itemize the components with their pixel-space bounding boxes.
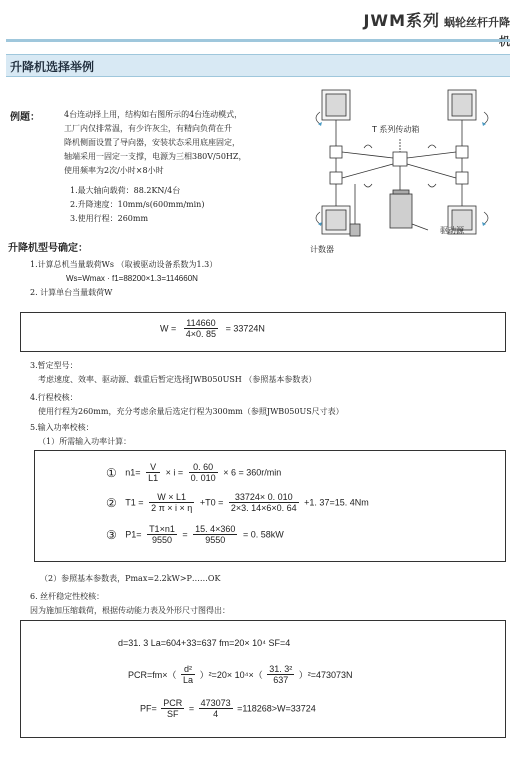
formula-pf-fraction-a [161,698,184,719]
example-line: 使用频率为2次/小时×8小时 [64,166,164,175]
step6-title: 6. 丝杆稳定性校核： [30,592,105,601]
fraction-denominator: SF [167,709,179,719]
formula-pf [140,698,316,719]
step4-title: 4.行程校核： [30,393,78,402]
formula-n1 [106,462,281,483]
fraction-numerator: 31. 3² [269,664,293,674]
formula-p1-mark: ③ [106,527,117,542]
step1-formula: Ws=Wmax · f1=88200×1.3=114660N [66,274,198,283]
formula-w-denominator: 4×0. 85 [185,329,217,339]
step5-sub: （1）所需输入功率计算： [38,437,132,446]
formula-n1-fraction-a [146,462,160,483]
counter-device [350,224,360,236]
step3-title: 3.暂定型号： [30,361,78,370]
fraction-numerator: PCR [163,698,183,708]
formula-n1-mid: × i = [165,467,184,478]
model-title: 升降机型号确定： [8,243,88,254]
formula-n1-mark: ① [106,465,117,480]
example-line: 工厂内仅排常温，有少许灰尘，有精向负荷在升 [64,124,232,133]
formula-p1-mid: = [182,529,188,540]
example-line: 轴端采用一固定一支撑，电源为三相380V/50HZ， [64,152,247,161]
example-text [64,108,284,178]
formula-t1-rhs: +1. 37=15. 4Nm [304,497,369,508]
fraction-numerator: W × L1 [149,492,194,503]
formula-pcr-fraction-a [181,664,195,685]
formula-w-lhs: W = [160,323,177,334]
header-title [360,8,510,49]
param-load: 1.最大轴向载荷：88.2KN/4台 [70,186,181,195]
fraction-denominator: 0. 010 [190,473,216,483]
fraction-numerator: 0. 60 [189,462,218,473]
fraction-denominator: 2 π × i × η [151,503,193,513]
example-label: 例题： [10,112,40,123]
formula-n1-fraction-b [189,462,218,483]
formula-pcr [128,664,353,685]
param-stroke: 3.使用行程：260mm [70,214,149,223]
formula-pf-mid: = [188,703,195,714]
formula-t1-mid: +T0 = [199,497,224,508]
formula-t1 [106,492,369,513]
formula-pf-rhs: =118268>W=33724 [237,703,316,714]
fraction-denominator: 637 [273,675,289,685]
fraction-numerator: d² [181,664,195,675]
fraction-numerator: 473073 [200,698,231,708]
gearbox-center [393,152,407,166]
step2-text: 2. 计算单台当量载荷W [30,288,113,297]
formula-w-numerator: 114660 [184,318,218,329]
formula-w-fraction [184,318,218,339]
formula-pcr-rhs: ）²=473073N [298,670,353,680]
step4-text: 使用行程为260mm，充分考虑余量后选定行程为300mm（参照JWB050US尺寸表） [38,407,344,416]
series-name: JWM系列 [363,11,440,30]
counter-label: 计数器 [310,245,334,254]
fraction-numerator: 15. 4×360 [195,524,236,534]
fraction-denominator: La [183,675,194,685]
section-title: 升降机选择举例 [10,60,95,74]
formula-p1-rhs: = 0. 58kW [242,529,284,540]
formula-n1-lhs: n1= [125,467,141,478]
motor-label: 驱动源 [440,226,464,235]
fraction-numerator: 33724× 0. 010 [229,492,299,503]
stability-params: d=31. 3 La=604+33=637 fm=20× 10⁴ SF=4 [118,638,291,648]
formula-w-rhs: = 33724N [225,323,265,334]
formula-t1-fraction-a [149,492,194,513]
fraction-denominator: 4 [213,709,219,719]
step1-text: 1.计算总机当量载荷Ws （取被驱动设备系数为1.3） [30,260,218,269]
step6-text: 因为施加压缩载荷，根据传动能力表及外形尺寸图得出： [30,606,230,615]
formula-t1-lhs: T1 = [125,497,144,508]
fraction-denominator: 9550 [151,535,172,545]
formula-t1-mark: ② [106,495,117,510]
header-divider [6,39,510,42]
formula-n1-rhs: × 6 = 360r/min [223,467,282,478]
product-name: 蜗轮丝杆升降 [444,16,510,29]
fraction-numerator: V [146,462,160,473]
formula-pf-fraction-b [199,698,233,719]
formula-pf-lhs: PF= [140,703,157,714]
drive-motor [390,194,412,228]
formula-pcr-lhs: PCR=fm×（ [128,670,177,680]
example-line: 降机侧面设置了导向器，安装状态采用底座固定， [64,138,240,147]
param-speed: 2.升降速度：10mm/s(600mm/min) [70,200,205,209]
formula-w [160,318,265,339]
example-line: 4台连动择上用，结构如右图所示的4台连动模式， [64,110,243,119]
step5-2-text: （2）参照基本参数表，Pmax=2.2kW>P……OK [40,574,221,583]
example-params [70,184,290,226]
formula-pcr-mid: ）²=20× 10⁴×（ [199,670,263,680]
formula-t1-fraction-b [229,492,299,513]
step5-title: 5.输入功率校核： [30,423,94,432]
step3-text: 考虑速度、效率、驱动源、载重后暂定选择JWB050USH （参照基本参数表） [38,375,317,384]
lift-system-diagram [300,84,512,254]
fraction-numerator: T1×n1 [149,524,175,534]
gearbox-right [456,146,468,158]
fraction-denominator: 2×3. 14×6×0. 64 [230,503,297,513]
gearbox-label: T 系列传动箱 [372,125,420,134]
fraction-denominator: L1 [148,473,159,483]
fraction-denominator: 9550 [205,535,226,545]
formula-p1-fraction-b [193,524,237,545]
formula-p1-lhs: P1= [125,529,142,540]
formula-p1-fraction-a [147,524,177,545]
formula-p1 [106,524,284,545]
gearbox-left [330,146,342,158]
formula-pcr-fraction-b [267,664,294,685]
